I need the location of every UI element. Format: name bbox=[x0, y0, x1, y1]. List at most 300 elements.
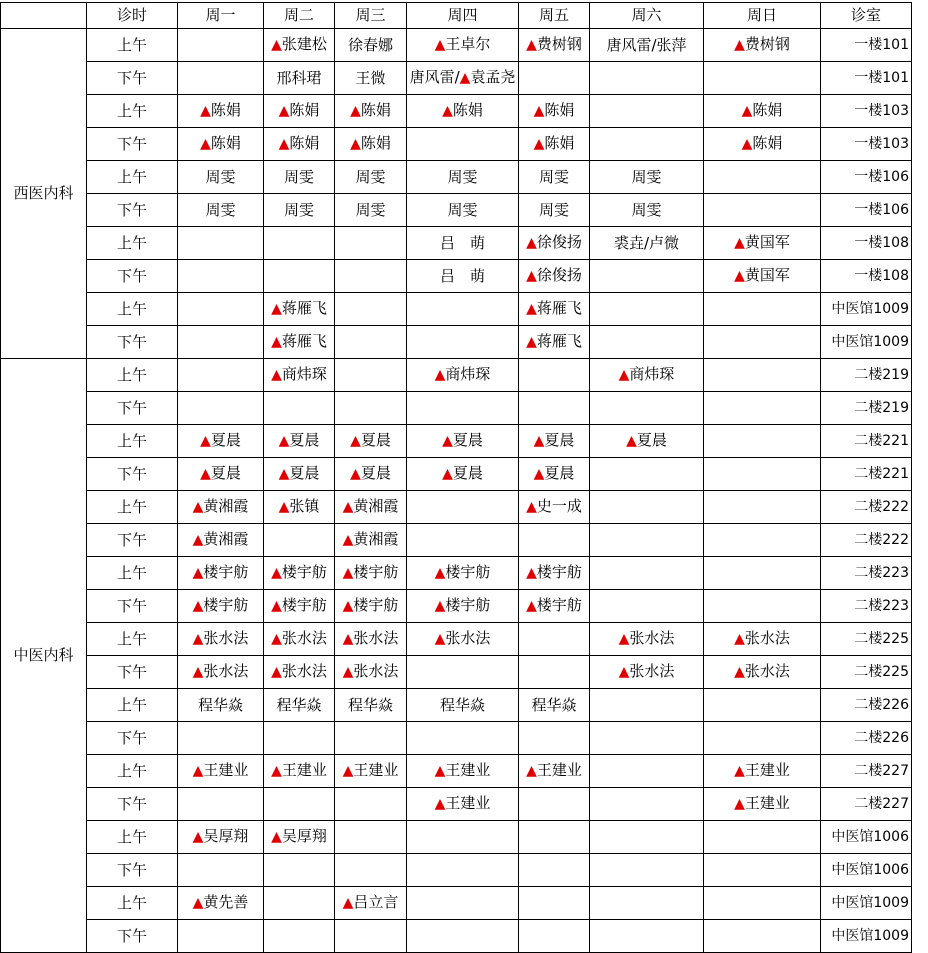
room-cell: 一楼103 bbox=[821, 128, 912, 161]
doctor-name: 楼宇舫 bbox=[281, 596, 327, 614]
doctor-name: 周雯 bbox=[205, 167, 236, 186]
schedule-row bbox=[1, 128, 912, 161]
triangle-marker-icon: ▲ bbox=[192, 664, 204, 680]
doctor-name: 史一成 bbox=[536, 497, 582, 515]
doctor-cell-thursday bbox=[407, 887, 519, 920]
doctor-cell-tuesday bbox=[264, 458, 335, 491]
department-label: 西医内科 bbox=[1, 29, 87, 359]
session-cell: 上午 bbox=[87, 293, 178, 326]
triangle-marker-icon: ▲ bbox=[278, 136, 290, 152]
doctor-cell-thursday bbox=[407, 62, 519, 95]
session-cell: 上午 bbox=[87, 821, 178, 854]
doctor-cell-wednesday bbox=[335, 821, 407, 854]
doctor-name: 周雯 bbox=[447, 200, 478, 219]
doctor-cell-thursday bbox=[407, 557, 519, 590]
doctor-name: 黄先善 bbox=[203, 893, 249, 911]
doctor-cell-tuesday bbox=[264, 755, 335, 788]
session-cell: 上午 bbox=[87, 557, 178, 590]
triangle-marker-icon: ▲ bbox=[741, 103, 753, 119]
doctor-name: 张水法 bbox=[281, 662, 327, 680]
doctor-name: 夏晨 bbox=[636, 431, 667, 449]
doctor-cell-monday bbox=[178, 920, 264, 953]
doctor-cell-saturday bbox=[590, 821, 704, 854]
doctor-cell-friday bbox=[519, 920, 590, 953]
triangle-marker-icon: ▲ bbox=[200, 103, 211, 119]
doctor-cell-monday bbox=[178, 95, 264, 128]
doctor-cell-tuesday bbox=[264, 590, 335, 623]
doctor-cell-saturday bbox=[590, 788, 704, 821]
doctor-name: 徐春娜 bbox=[347, 35, 393, 54]
doctor-cell-thursday bbox=[407, 128, 519, 161]
doctor-cell-friday bbox=[519, 821, 590, 854]
doctor-name: 程华焱 bbox=[347, 695, 393, 714]
doctor-cell-wednesday bbox=[335, 194, 407, 227]
doctor-cell-monday bbox=[178, 62, 264, 95]
doctor-name: 张水法 bbox=[203, 629, 249, 647]
doctor-name: 楼宇舫 bbox=[536, 596, 582, 614]
doctor-cell-tuesday bbox=[264, 128, 335, 161]
doctor-name: 黄国军 bbox=[744, 266, 790, 284]
doctor-cell-thursday bbox=[407, 29, 519, 62]
doctor-cell-sunday bbox=[704, 458, 821, 491]
doctor-cell-tuesday bbox=[264, 260, 335, 293]
doctor-cell-tuesday bbox=[264, 425, 335, 458]
doctor-cell-sunday bbox=[704, 260, 821, 293]
doctor-name: 楼宇舫 bbox=[203, 596, 249, 614]
doctor-cell-wednesday bbox=[335, 689, 407, 722]
doctor-cell-friday bbox=[519, 29, 590, 62]
room-cell: 中医馆1006 bbox=[821, 854, 912, 887]
doctor-cell-friday bbox=[519, 524, 590, 557]
doctor-cell-tuesday bbox=[264, 788, 335, 821]
doctor-cell-tuesday bbox=[264, 689, 335, 722]
triangle-marker-icon: ▲ bbox=[200, 466, 211, 482]
doctor-name: 周雯 bbox=[447, 167, 478, 186]
triangle-marker-icon: ▲ bbox=[342, 532, 354, 548]
room-cell: 一楼108 bbox=[821, 260, 912, 293]
room-cell: 一楼108 bbox=[821, 227, 912, 260]
doctor-cell-sunday bbox=[704, 623, 821, 656]
doctor-cell-tuesday bbox=[264, 227, 335, 260]
triangle-marker-icon: ▲ bbox=[350, 103, 361, 119]
doctor-name: 楼宇舫 bbox=[353, 563, 399, 581]
room-cell: 二楼227 bbox=[821, 755, 912, 788]
triangle-marker-icon: ▲ bbox=[526, 763, 537, 779]
doctor-cell-sunday bbox=[704, 161, 821, 194]
doctor-name: 吕 萌 bbox=[439, 266, 485, 285]
header-wednesday: 周三 bbox=[335, 3, 407, 29]
doctor-name: 程华焱 bbox=[197, 695, 243, 714]
doctor-cell-monday bbox=[178, 656, 264, 689]
doctor-name: 邢科珺 bbox=[276, 68, 322, 87]
doctor-name: 黄湘霞 bbox=[203, 497, 249, 515]
doctor-name: 张水法 bbox=[445, 629, 491, 647]
doctor-cell-saturday bbox=[590, 293, 704, 326]
doctor-cell-saturday bbox=[590, 557, 704, 590]
doctor-cell-sunday bbox=[704, 491, 821, 524]
room-cell: 二楼223 bbox=[821, 590, 912, 623]
doctor-cell-sunday bbox=[704, 425, 821, 458]
doctor-cell-sunday bbox=[704, 524, 821, 557]
session-cell: 上午 bbox=[87, 887, 178, 920]
session-cell: 下午 bbox=[87, 194, 178, 227]
session-cell: 下午 bbox=[87, 788, 178, 821]
doctor-cell-thursday bbox=[407, 689, 519, 722]
doctor-cell-monday bbox=[178, 359, 264, 392]
doctor-name: 王建业 bbox=[203, 761, 249, 779]
triangle-marker-icon: ▲ bbox=[342, 631, 354, 647]
doctor-cell-wednesday bbox=[335, 557, 407, 590]
room-cell: 中医馆1009 bbox=[821, 920, 912, 953]
triangle-marker-icon: ▲ bbox=[734, 37, 745, 53]
doctor-name: 黄国军 bbox=[744, 233, 790, 251]
doctor-cell-sunday bbox=[704, 821, 821, 854]
doctor-name: 周雯 bbox=[205, 200, 236, 219]
doctor-name: 夏晨 bbox=[452, 464, 483, 482]
doctor-name: 王卓尔 bbox=[445, 35, 491, 53]
doctor-cell-friday bbox=[519, 260, 590, 293]
triangle-marker-icon: ▲ bbox=[434, 37, 446, 53]
doctor-cell-friday bbox=[519, 788, 590, 821]
doctor-cell-wednesday bbox=[335, 161, 407, 194]
triangle-marker-icon: ▲ bbox=[342, 499, 354, 515]
doctor-cell-wednesday bbox=[335, 524, 407, 557]
doctor-cell-friday bbox=[519, 161, 590, 194]
doctor-name: 夏晨 bbox=[360, 431, 391, 449]
doctor-name: 王微 bbox=[355, 68, 386, 87]
triangle-marker-icon: ▲ bbox=[342, 565, 354, 581]
doctor-cell-saturday bbox=[590, 62, 704, 95]
schedule-row bbox=[1, 29, 912, 62]
doctor-cell-wednesday bbox=[335, 326, 407, 359]
doctor-name: 张水法 bbox=[353, 662, 399, 680]
session-cell: 上午 bbox=[87, 29, 178, 62]
doctor-name: 徐俊扬 bbox=[536, 266, 582, 284]
doctor-name: 唐风雷/▲袁孟尧 bbox=[409, 68, 516, 86]
triangle-marker-icon: ▲ bbox=[526, 565, 537, 581]
doctor-cell-thursday bbox=[407, 227, 519, 260]
doctor-name: 夏晨 bbox=[210, 464, 241, 482]
room-cell: 一楼101 bbox=[821, 29, 912, 62]
doctor-name: 张水法 bbox=[281, 629, 327, 647]
doctor-cell-friday bbox=[519, 458, 590, 491]
doctor-name: 程华焱 bbox=[276, 695, 322, 714]
doctor-name: 蒋雁飞 bbox=[281, 332, 327, 350]
session-cell: 下午 bbox=[87, 590, 178, 623]
doctor-cell-tuesday bbox=[264, 491, 335, 524]
doctor-name: 张水法 bbox=[744, 629, 790, 647]
doctor-cell-sunday bbox=[704, 227, 821, 260]
doctor-cell-saturday bbox=[590, 854, 704, 887]
triangle-marker-icon: ▲ bbox=[271, 829, 282, 845]
doctor-cell-sunday bbox=[704, 359, 821, 392]
doctor-cell-wednesday bbox=[335, 656, 407, 689]
doctor-cell-sunday bbox=[704, 293, 821, 326]
doctor-cell-monday bbox=[178, 194, 264, 227]
doctor-cell-friday bbox=[519, 95, 590, 128]
doctor-cell-friday bbox=[519, 326, 590, 359]
schedule-row bbox=[1, 623, 912, 656]
doctor-cell-tuesday bbox=[264, 392, 335, 425]
doctor-cell-sunday bbox=[704, 557, 821, 590]
doctor-cell-saturday bbox=[590, 392, 704, 425]
triangle-marker-icon: ▲ bbox=[271, 334, 282, 350]
room-cell: 中医馆1009 bbox=[821, 326, 912, 359]
doctor-cell-monday bbox=[178, 392, 264, 425]
room-cell: 二楼221 bbox=[821, 458, 912, 491]
doctor-cell-saturday bbox=[590, 920, 704, 953]
doctor-name: 楼宇舫 bbox=[445, 563, 491, 581]
doctor-cell-thursday bbox=[407, 623, 519, 656]
session-cell: 下午 bbox=[87, 854, 178, 887]
doctor-cell-thursday bbox=[407, 524, 519, 557]
room-cell: 二楼227 bbox=[821, 788, 912, 821]
triangle-marker-icon: ▲ bbox=[434, 631, 446, 647]
doctor-name: 徐俊扬 bbox=[536, 233, 582, 251]
session-cell: 上午 bbox=[87, 623, 178, 656]
header-row bbox=[1, 3, 912, 29]
doctor-cell-thursday bbox=[407, 755, 519, 788]
room-cell: 二楼222 bbox=[821, 491, 912, 524]
doctor-name: 夏晨 bbox=[544, 464, 575, 482]
doctor-cell-saturday bbox=[590, 689, 704, 722]
session-cell: 下午 bbox=[87, 458, 178, 491]
doctor-cell-tuesday bbox=[264, 821, 335, 854]
doctor-name: 王建业 bbox=[445, 761, 491, 779]
doctor-cell-monday bbox=[178, 524, 264, 557]
doctor-name: 吕立言 bbox=[353, 893, 399, 911]
doctor-cell-sunday bbox=[704, 755, 821, 788]
doctor-cell-saturday bbox=[590, 425, 704, 458]
doctor-cell-tuesday bbox=[264, 920, 335, 953]
doctor-cell-sunday bbox=[704, 722, 821, 755]
triangle-marker-icon: ▲ bbox=[526, 301, 537, 317]
doctor-name: 蒋雁飞 bbox=[281, 299, 327, 317]
doctor-cell-monday bbox=[178, 227, 264, 260]
doctor-cell-tuesday bbox=[264, 854, 335, 887]
doctor-cell-wednesday bbox=[335, 62, 407, 95]
doctor-cell-monday bbox=[178, 491, 264, 524]
doctor-cell-friday bbox=[519, 590, 590, 623]
doctor-name: 周雯 bbox=[631, 167, 662, 186]
doctor-cell-monday bbox=[178, 326, 264, 359]
schedule-row bbox=[1, 590, 912, 623]
doctor-cell-wednesday bbox=[335, 623, 407, 656]
doctor-cell-thursday bbox=[407, 293, 519, 326]
header-monday: 周一 bbox=[178, 3, 264, 29]
schedule-row bbox=[1, 491, 912, 524]
room-cell: 二楼222 bbox=[821, 524, 912, 557]
triangle-marker-icon: ▲ bbox=[192, 895, 204, 911]
session-cell: 上午 bbox=[87, 95, 178, 128]
doctor-cell-sunday bbox=[704, 326, 821, 359]
triangle-marker-icon: ▲ bbox=[350, 433, 361, 449]
doctor-cell-thursday bbox=[407, 656, 519, 689]
doctor-cell-wednesday bbox=[335, 887, 407, 920]
doctor-cell-saturday bbox=[590, 590, 704, 623]
doctor-cell-friday bbox=[519, 854, 590, 887]
doctor-name: 张水法 bbox=[353, 629, 399, 647]
doctor-name: 黄湘霞 bbox=[203, 530, 249, 548]
triangle-marker-icon: ▲ bbox=[618, 631, 630, 647]
triangle-marker-icon: ▲ bbox=[734, 664, 745, 680]
doctor-name: 张水法 bbox=[744, 662, 790, 680]
doctor-name: 楼宇舫 bbox=[203, 563, 249, 581]
room-cell: 一楼106 bbox=[821, 161, 912, 194]
doctor-cell-friday bbox=[519, 491, 590, 524]
doctor-cell-thursday bbox=[407, 260, 519, 293]
schedule-row bbox=[1, 326, 912, 359]
doctor-name: 陈娟 bbox=[289, 134, 320, 152]
doctor-name: 黄湘霞 bbox=[353, 530, 399, 548]
doctor-cell-monday bbox=[178, 29, 264, 62]
triangle-marker-icon: ▲ bbox=[734, 268, 745, 284]
doctor-cell-thursday bbox=[407, 194, 519, 227]
session-cell: 上午 bbox=[87, 161, 178, 194]
schedule-row bbox=[1, 194, 912, 227]
doctor-name: 周雯 bbox=[283, 167, 314, 186]
doctor-cell-wednesday bbox=[335, 920, 407, 953]
schedule-row bbox=[1, 821, 912, 854]
triangle-marker-icon: ▲ bbox=[533, 103, 545, 119]
triangle-marker-icon: ▲ bbox=[526, 37, 537, 53]
triangle-marker-icon: ▲ bbox=[350, 466, 361, 482]
doctor-cell-wednesday bbox=[335, 128, 407, 161]
doctor-name: 费树钢 bbox=[744, 35, 790, 53]
doctor-cell-sunday bbox=[704, 62, 821, 95]
doctor-cell-friday bbox=[519, 722, 590, 755]
doctor-cell-thursday bbox=[407, 161, 519, 194]
doctor-name: 蒋雁飞 bbox=[536, 299, 582, 317]
doctor-cell-monday bbox=[178, 293, 264, 326]
doctor-name: 张镇 bbox=[289, 497, 320, 515]
doctor-cell-thursday bbox=[407, 821, 519, 854]
header-saturday: 周六 bbox=[590, 3, 704, 29]
triangle-marker-icon: ▲ bbox=[200, 136, 211, 152]
doctor-cell-thursday bbox=[407, 458, 519, 491]
department-label: 中医内科 bbox=[1, 359, 87, 953]
doctor-cell-tuesday bbox=[264, 557, 335, 590]
doctor-cell-thursday bbox=[407, 359, 519, 392]
triangle-marker-icon: ▲ bbox=[200, 433, 211, 449]
doctor-name: 夏晨 bbox=[452, 431, 483, 449]
session-cell: 上午 bbox=[87, 689, 178, 722]
triangle-marker-icon: ▲ bbox=[734, 763, 745, 779]
triangle-marker-icon: ▲ bbox=[350, 136, 361, 152]
triangle-marker-icon: ▲ bbox=[526, 598, 537, 614]
doctor-cell-friday bbox=[519, 557, 590, 590]
header-sunday: 周日 bbox=[704, 3, 821, 29]
triangle-marker-icon: ▲ bbox=[278, 499, 290, 515]
triangle-marker-icon: ▲ bbox=[618, 367, 630, 383]
doctor-name: 张水法 bbox=[203, 662, 249, 680]
doctor-name: 裘垚/卢微 bbox=[613, 233, 680, 252]
doctor-name: 吴厚翔 bbox=[203, 827, 249, 845]
doctor-name: 王建业 bbox=[744, 761, 790, 779]
clinic-schedule-table bbox=[0, 2, 912, 953]
triangle-marker-icon: ▲ bbox=[526, 235, 537, 251]
triangle-marker-icon: ▲ bbox=[626, 433, 637, 449]
room-cell: 二楼226 bbox=[821, 722, 912, 755]
room-cell: 二楼225 bbox=[821, 623, 912, 656]
doctor-cell-monday bbox=[178, 623, 264, 656]
triangle-marker-icon: ▲ bbox=[271, 37, 282, 53]
doctor-cell-monday bbox=[178, 458, 264, 491]
room-cell: 二楼219 bbox=[821, 392, 912, 425]
doctor-name: 陈娟 bbox=[752, 134, 783, 152]
doctor-name: 陈娟 bbox=[289, 101, 320, 119]
doctor-cell-saturday bbox=[590, 260, 704, 293]
doctor-cell-sunday bbox=[704, 656, 821, 689]
doctor-cell-tuesday bbox=[264, 161, 335, 194]
doctor-cell-saturday bbox=[590, 524, 704, 557]
doctor-cell-wednesday bbox=[335, 260, 407, 293]
triangle-marker-icon: ▲ bbox=[192, 499, 204, 515]
header-friday: 周五 bbox=[519, 3, 590, 29]
doctor-cell-sunday bbox=[704, 854, 821, 887]
doctor-name: 王建业 bbox=[445, 794, 491, 812]
schedule-row bbox=[1, 524, 912, 557]
doctor-name: 陈娟 bbox=[752, 101, 783, 119]
triangle-marker-icon: ▲ bbox=[442, 433, 453, 449]
schedule-row bbox=[1, 854, 912, 887]
triangle-marker-icon: ▲ bbox=[192, 829, 204, 845]
triangle-marker-icon: ▲ bbox=[526, 334, 537, 350]
doctor-cell-sunday bbox=[704, 95, 821, 128]
doctor-cell-thursday bbox=[407, 854, 519, 887]
doctor-name: 周雯 bbox=[538, 200, 569, 219]
doctor-cell-saturday bbox=[590, 95, 704, 128]
schedule-row bbox=[1, 293, 912, 326]
doctor-cell-saturday bbox=[590, 887, 704, 920]
triangle-marker-icon: ▲ bbox=[278, 466, 290, 482]
triangle-marker-icon: ▲ bbox=[342, 895, 354, 911]
doctor-name: 王建业 bbox=[353, 761, 399, 779]
doctor-cell-friday bbox=[519, 656, 590, 689]
doctor-name: 蒋雁飞 bbox=[536, 332, 582, 350]
schedule-row bbox=[1, 788, 912, 821]
doctor-name: 商炜琛 bbox=[445, 365, 491, 383]
session-cell: 上午 bbox=[87, 359, 178, 392]
doctor-cell-sunday bbox=[704, 194, 821, 227]
doctor-cell-saturday bbox=[590, 29, 704, 62]
triangle-marker-icon: ▲ bbox=[271, 763, 282, 779]
doctor-cell-friday bbox=[519, 359, 590, 392]
doctor-cell-thursday bbox=[407, 326, 519, 359]
doctor-cell-tuesday bbox=[264, 293, 335, 326]
session-cell: 上午 bbox=[87, 755, 178, 788]
doctor-cell-monday bbox=[178, 755, 264, 788]
doctor-cell-wednesday bbox=[335, 590, 407, 623]
triangle-marker-icon: ▲ bbox=[192, 532, 204, 548]
triangle-marker-icon: ▲ bbox=[271, 565, 282, 581]
doctor-cell-thursday bbox=[407, 95, 519, 128]
session-cell: 下午 bbox=[87, 656, 178, 689]
doctor-cell-wednesday bbox=[335, 458, 407, 491]
doctor-name: 周雯 bbox=[631, 200, 662, 219]
schedule-row bbox=[1, 920, 912, 953]
schedule-row bbox=[1, 458, 912, 491]
header-tuesday: 周二 bbox=[264, 3, 335, 29]
doctor-cell-monday bbox=[178, 689, 264, 722]
doctor-cell-friday bbox=[519, 887, 590, 920]
doctor-cell-monday bbox=[178, 590, 264, 623]
schedule-row bbox=[1, 722, 912, 755]
schedule-row bbox=[1, 359, 912, 392]
triangle-marker-icon: ▲ bbox=[434, 367, 446, 383]
triangle-marker-icon: ▲ bbox=[342, 664, 354, 680]
triangle-marker-icon: ▲ bbox=[533, 433, 545, 449]
